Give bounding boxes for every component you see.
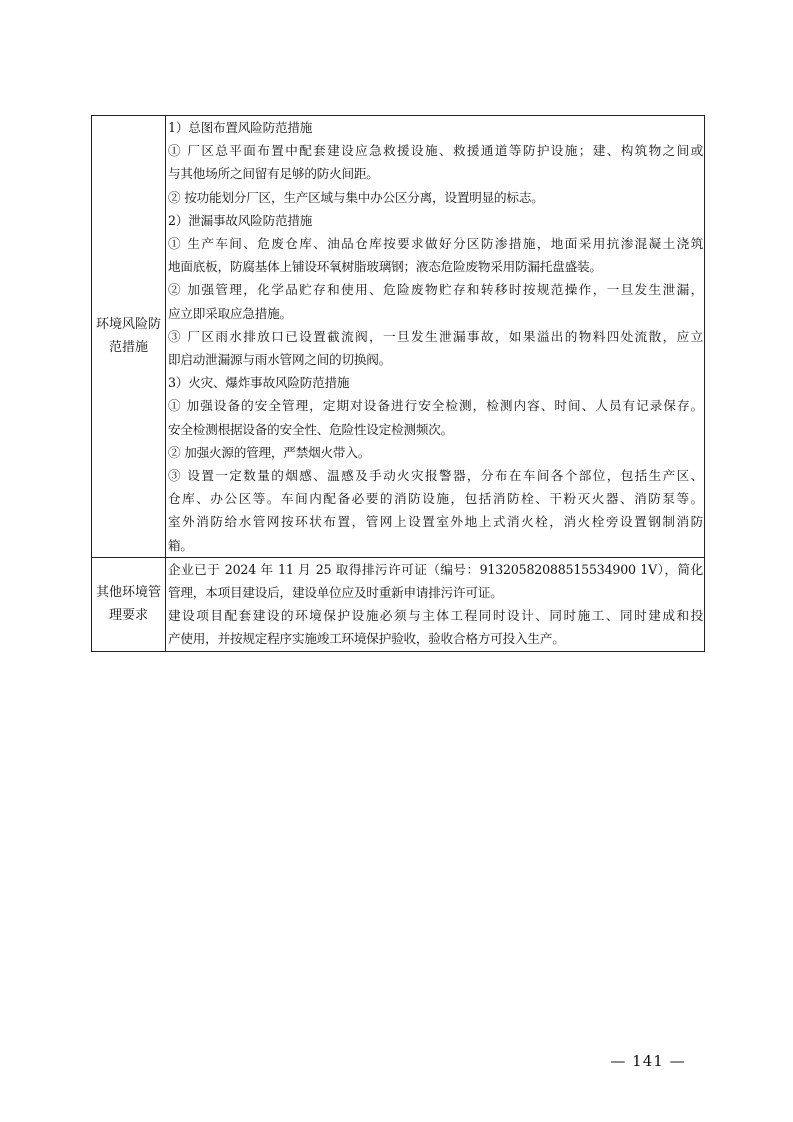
text-line: 建设项目配套建设的环境保护设施必须与主体工程同时设计、同时施工、同时建成和投 [168,608,703,624]
text-line: 室外消防给水管网按环状布置，管网上设置室外地上式消火栓，消火栓旁设置钢制消防 [168,514,703,530]
row-label [92,116,166,558]
text-line: ② 加强管理，化学品贮存和使用、危险废物贮存和转移时按规范操作，一旦发生泄漏， [168,282,703,298]
row-label [92,557,166,651]
text-line: 仓库、办公区等。车间内配备必要的消防设施，包括消防栓、干粉灭火器、消防泵等。 [168,491,703,507]
text-line: ① 生产车间、危废仓库、油品仓库按要求做好分区防渗措施，地面采用抗渗混凝土浇筑 [168,236,703,252]
text-line: 地面底板，防腐基体上铺设环氧树脂玻璃钢；液态危险废物采用防漏托盘盛装。 [168,259,602,275]
text-line: 3）火灾、爆炸事故风险防范措施 [168,375,350,391]
row-label-line: 理要求 [108,608,148,624]
text-line: 与其他场所之间留有足够的防火间距。 [168,166,379,182]
measures-table [91,115,705,652]
table-row [92,557,705,651]
text-line: 2）泄漏事故风险防范措施 [168,212,313,228]
row-content [166,557,705,651]
text-line: 应立即采取应急措施。 [168,305,292,321]
row-label-line: 范措施 [108,340,148,356]
text-line: ③ 厂区雨水排放口已设置截流阀，一旦发生泄漏事故，如果溢出的物料四处流散，应立 [168,328,703,344]
text-line: ② 加强火源的管理，严禁烟火带入。 [168,444,371,460]
row-content [166,116,705,558]
text-line: ③ 设置一定数量的烟感、温感及手动火灾报警器，分布在车间各个部位，包括生产区、 [168,468,703,484]
text-line: 企业已于 2024 年 11 月 25 取得排污许可证（编号：91320582088515534900 1V），简化 [168,561,703,577]
text-line: 产使用，并按规定程序实施竣工环境保护验收，验收合格方可投入生产。 [168,631,565,647]
page-number: — 141 — [610,1052,686,1070]
text-line: 箱。 [168,537,193,553]
text-line: ① 厂区总平面布置中配套建设应急救援设施、救援通道等防护设施；建、构筑物之间或 [168,143,703,159]
text-line: 管理，本项目建设后，建设单位应及时重新申请排污许可证。 [168,585,503,601]
row-label-line: 其他环境管 [95,585,161,601]
text-line: 即启动泄漏源与雨水管网之间的切换阀。 [168,352,392,368]
text-line: ① 加强设备的安全管理，定期对设备进行安全检测，检测内容、时间、人员有记录保存。 [168,398,703,414]
row-label-line: 环境风险防 [95,317,161,333]
text-line: 安全检测根据设备的安全性、危险性设定检测频次。 [168,421,454,437]
text-line: 1）总图布置风险防范措施 [168,120,313,135]
table-row [92,116,705,558]
text-line: ② 按功能划分厂区，生产区域与集中办公区分离，设置明显的标志。 [168,189,544,205]
